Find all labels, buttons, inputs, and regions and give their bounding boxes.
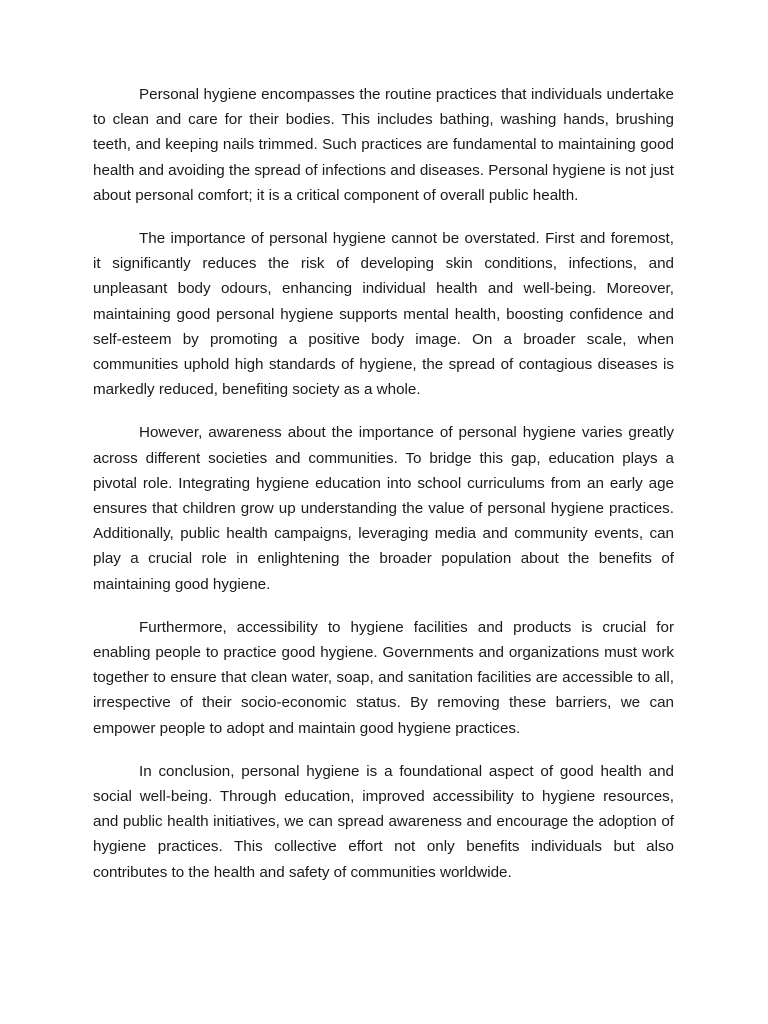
paragraph-importance: The importance of personal hygiene cannot be overstated. First and foremost, it significantly reduces the risk of developing skin conditions, infections, and unpleasant body odours, enhancing individual health and well-being. Moreover, maintaining good personal hygiene supports mental health, boosting confidence and self-esteem by promoting a positive body image. On a broader scale, when communities uphold high standards of hygiene, the spread of contagious diseases is markedly reduced, benefiting society as a whole. xyxy=(93,230,674,399)
paragraph-accessibility: Furthermore, accessibility to hygiene facilities and products is crucial for enabling people to practice good hygiene. Governments and organizations must work together to ensure that clean water, soap, and sanitation facilities are accessible to all, irrespective of their socio-economic status. By removing these barriers, we can empower people to adopt and maintain good hygiene practices. xyxy=(93,618,674,737)
paragraph-conclusion: In conclusion, personal hygiene is a foundational aspect of good health and social well-being. Through education, improved accessibility to hygiene resources, and public health initiatives, we can spread awareness and encourage the adoption of hygiene practices. This collective effort not only benefits individuals but also contributes to the health and safety of communities worldwide. xyxy=(93,762,674,881)
paragraph-introduction: Personal hygiene encompasses the routine practices that individuals undertake to clean and care for their bodies. This includes bathing, washing hands, brushing teeth, and keeping nails trimmed. Such practices are fundamental to maintaining good health and avoiding the spread of infections and diseases. Personal hygiene is not just about personal comfort; it is a critical component of overall public health. xyxy=(93,86,674,204)
paragraph-awareness: However, awareness about the importance of personal hygiene varies greatly across different societies and communities. To bridge this gap, education plays a pivotal role. Integrating hygiene education into school curriculums from an early age ensures that children grow up understanding the value of personal hygiene practices. Additionally, public health campaigns, leveraging media and community events, can play a crucial role in enlightening the broader population about the benefits of maintaining good hygiene. xyxy=(93,424,674,593)
